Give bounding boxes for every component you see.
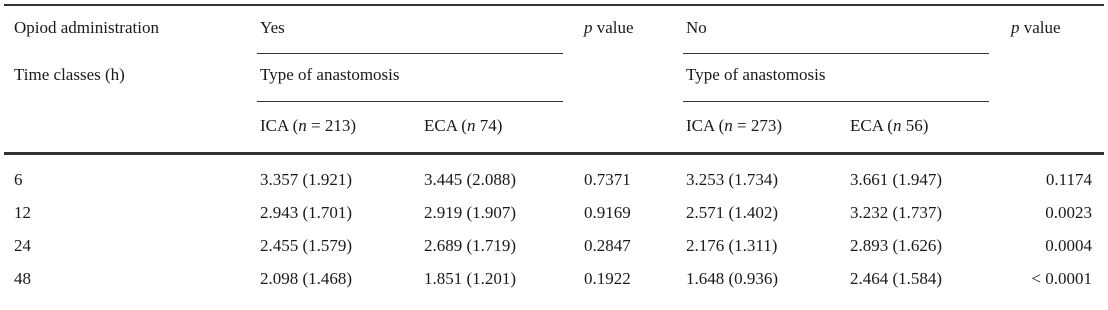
yes-type-rule — [257, 101, 563, 102]
yes-eca-cell: 2.919 (1.907) — [424, 203, 517, 222]
no-ica-header: ICA (n = 273) — [686, 116, 782, 135]
yes-type-of-anastomosis: Type of anastomosis — [260, 65, 400, 84]
p-value-yes-header: p value — [584, 18, 634, 37]
opioid-administration-label: Opiod administration — [14, 18, 159, 37]
yes-eca-cell: 2.689 (1.719) — [424, 236, 517, 255]
yes-group-label: Yes — [260, 18, 285, 37]
yes-ica-cell: 2.455 (1.579) — [260, 236, 353, 255]
yes-ica-header: ICA (n = 213) — [260, 116, 356, 135]
p-no-cell: 0.0004 — [1045, 236, 1092, 255]
yes-ica-cell: 2.098 (1.468) — [260, 269, 353, 288]
no-ica-cell: 3.253 (1.734) — [686, 170, 779, 189]
no-type-rule — [683, 101, 989, 102]
p-yes-cell: 0.7371 — [584, 170, 631, 189]
no-eca-cell: 2.464 (1.584) — [850, 269, 943, 288]
no-group-rule — [683, 53, 989, 54]
no-eca-header: ECA (n 56) — [850, 116, 929, 135]
time-cell: 6 — [14, 170, 23, 189]
time-cell: 24 — [14, 236, 31, 255]
yes-ica-cell: 3.357 (1.921) — [260, 170, 353, 189]
no-type-of-anastomosis: Type of anastomosis — [686, 65, 826, 84]
no-ica-cell: 1.648 (0.936) — [686, 269, 779, 288]
p-yes-cell: 0.2847 — [584, 236, 631, 255]
yes-eca-cell: 3.445 (2.088) — [424, 170, 517, 189]
p-no-cell: < 0.0001 — [1031, 269, 1092, 288]
top-rule — [4, 4, 1104, 6]
no-ica-cell: 2.176 (1.311) — [686, 236, 778, 255]
no-eca-cell: 3.232 (1.737) — [850, 203, 943, 222]
no-group-label: No — [686, 18, 707, 37]
time-classes-label: Time classes (h) — [14, 65, 125, 84]
time-cell: 48 — [14, 269, 31, 288]
no-ica-cell: 2.571 (1.402) — [686, 203, 779, 222]
p-yes-cell: 0.9169 — [584, 203, 631, 222]
yes-group-rule — [257, 53, 563, 54]
no-eca-cell: 3.661 (1.947) — [850, 170, 943, 189]
yes-ica-cell: 2.943 (1.701) — [260, 203, 353, 222]
results-table — [4, 4, 1104, 304]
p-value-no-header: p value — [1011, 18, 1061, 37]
yes-eca-header: ECA (n 74) — [424, 116, 503, 135]
p-yes-cell: 0.1922 — [584, 269, 631, 288]
yes-eca-cell: 1.851 (1.201) — [424, 269, 517, 288]
p-no-cell: 0.1174 — [1045, 170, 1092, 189]
time-cell: 12 — [14, 203, 31, 222]
p-no-cell: 0.0023 — [1045, 203, 1092, 222]
header-bottom-rule — [4, 152, 1104, 155]
no-eca-cell: 2.893 (1.626) — [850, 236, 943, 255]
